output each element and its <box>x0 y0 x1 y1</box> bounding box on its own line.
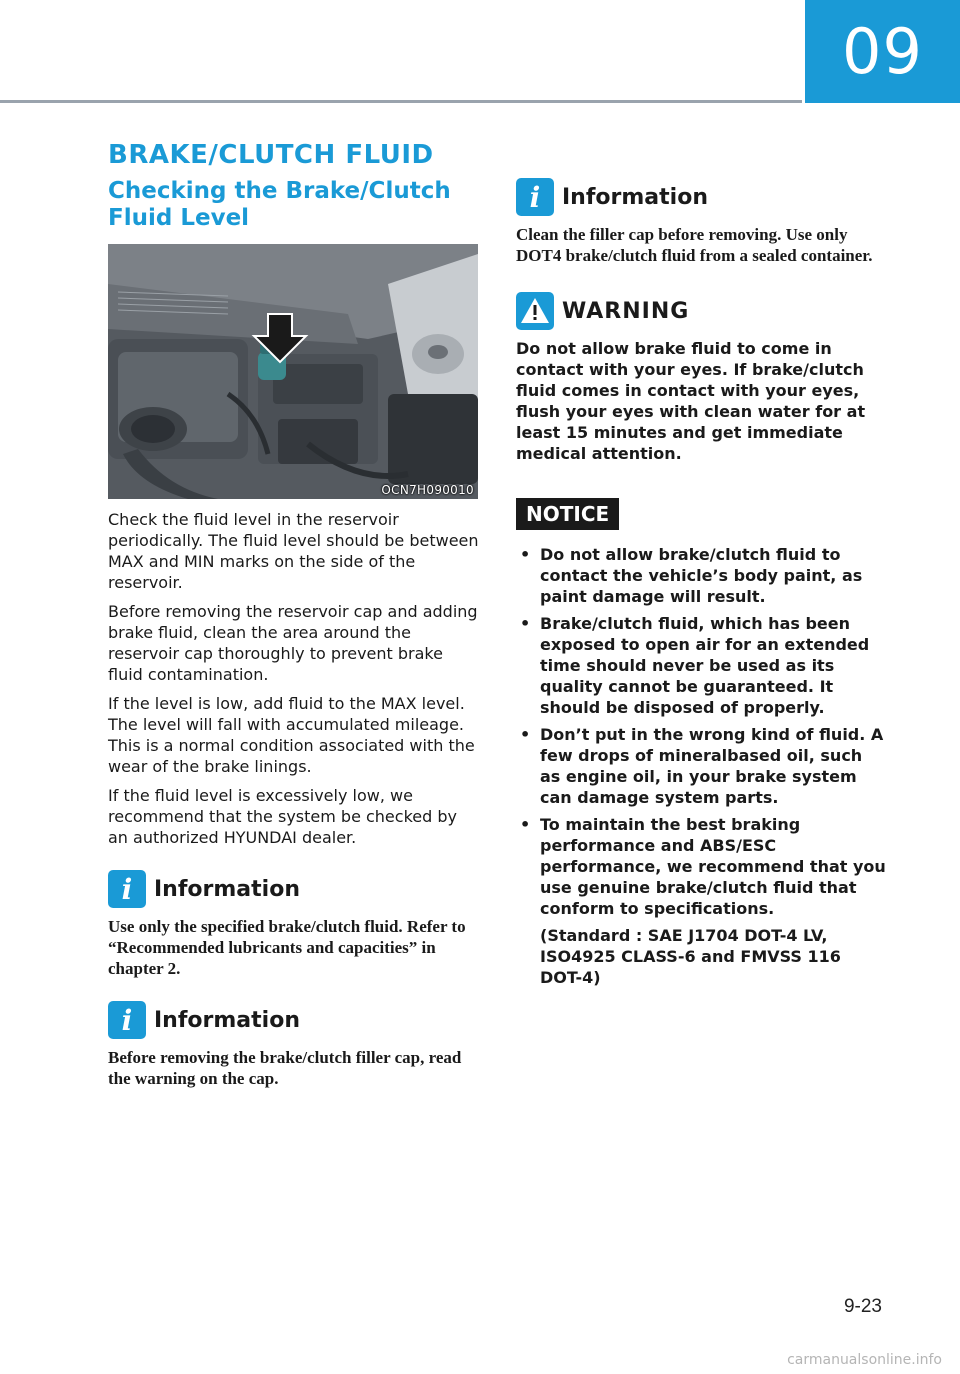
warning-header <box>516 292 886 330</box>
bullet: • <box>520 725 531 744</box>
warning-text: Do not allow brake fluid to come in contact with your eyes. If brake/clutch fluid comes in contact with your eyes, flush your eyes with clean water for at least 15 minutes and get immediate medical attention. <box>516 339 866 463</box>
notice-badge: NOTICE <box>516 498 619 530</box>
info-box <box>516 178 886 266</box>
info-box <box>108 870 480 979</box>
chapter-tab: 09 <box>805 0 960 103</box>
bullet: • <box>520 545 531 564</box>
info-header <box>108 1001 480 1039</box>
engine-bay-figure <box>108 244 478 499</box>
footer-watermark: carmanualsonline.info <box>787 1352 942 1368</box>
notice-item-text: Don’t put in the wrong kind of fluid. A few drops of mineralbased oil, such as engine oil, in your brake system can damage system parts. <box>540 725 884 807</box>
notice-standard: (Standard : SAE J1704 DOT-4 LV, ISO4925 CLASS-6 and FMVSS 116 DOT-4) <box>540 926 841 987</box>
notice-item <box>516 724 886 808</box>
warning-box <box>516 292 886 464</box>
info-box <box>108 1001 480 1089</box>
info-header <box>516 178 886 216</box>
right-column <box>516 178 886 988</box>
bullet: • <box>520 815 531 834</box>
notice-item <box>516 544 886 607</box>
notice-item-text: To maintain the best braking performance and ABS/ESC performance, we recommend that you use genuine brake/clutch fluid that conform to specifications. <box>540 815 886 918</box>
info-title: Information <box>154 1007 300 1033</box>
page-number: 9-23 <box>843 1296 882 1317</box>
section-title: BRAKE/CLUTCH FLUID <box>108 140 434 170</box>
top-rule <box>0 100 802 103</box>
notice-item <box>516 613 886 718</box>
notice-item <box>516 814 886 919</box>
body-paragraph: Check the fluid level in the reservoir periodically. The fluid level should be between MAX and MIN marks on the side of the reservoir. <box>108 510 479 592</box>
info-text: Before removing the brake/clutch filler cap, read the warning on the cap. <box>108 1048 462 1088</box>
bullet: • <box>520 614 531 633</box>
info-title: Information <box>154 876 300 902</box>
engine-bay-illustration <box>108 244 478 499</box>
body-paragraph: Before removing the reservoir cap and adding brake fluid, clean the area around the reservoir cap thoroughly to prevent brake fluid contamination. <box>108 602 478 684</box>
notice-item-text: Do not allow brake/clutch fluid to contact the vehicle’s body paint, as paint damage will result. <box>540 545 863 606</box>
figure-code: OCN7H090010 <box>381 483 474 497</box>
body-paragraph: If the level is low, add fluid to the MAX level. The level will fall with accumulated mileage. This is a normal condition associated with the wear of the brake linings. <box>108 694 475 776</box>
notice-item-text: Brake/clutch fluid, which has been exposed to open air for an extended time should never be used as its quality cannot be guaranteed. It should be disposed of properly. <box>540 614 870 717</box>
info-icon: i <box>108 1001 146 1039</box>
body-paragraph: If the fluid level is excessively low, we recommend that the system be checked by an authorized HYUNDAI dealer. <box>108 786 457 847</box>
info-icon: i <box>516 178 554 216</box>
info-icon: i <box>108 870 146 908</box>
warning-triangle-icon <box>516 292 554 330</box>
info-text: Use only the specified brake/clutch fluid. Refer to “Recommended lubricants and capacities” in chapter 2. <box>108 917 466 978</box>
sub-heading: Checking the Brake/Clutch Fluid Level <box>108 178 451 231</box>
info-title: Information <box>562 184 708 210</box>
warning-title: WARNING <box>562 298 690 324</box>
notice-list <box>516 544 886 919</box>
left-column <box>108 178 480 1089</box>
info-text: Clean the filler cap before removing. Use only DOT4 brake/clutch fluid from a sealed container. <box>516 225 873 265</box>
info-header <box>108 870 480 908</box>
